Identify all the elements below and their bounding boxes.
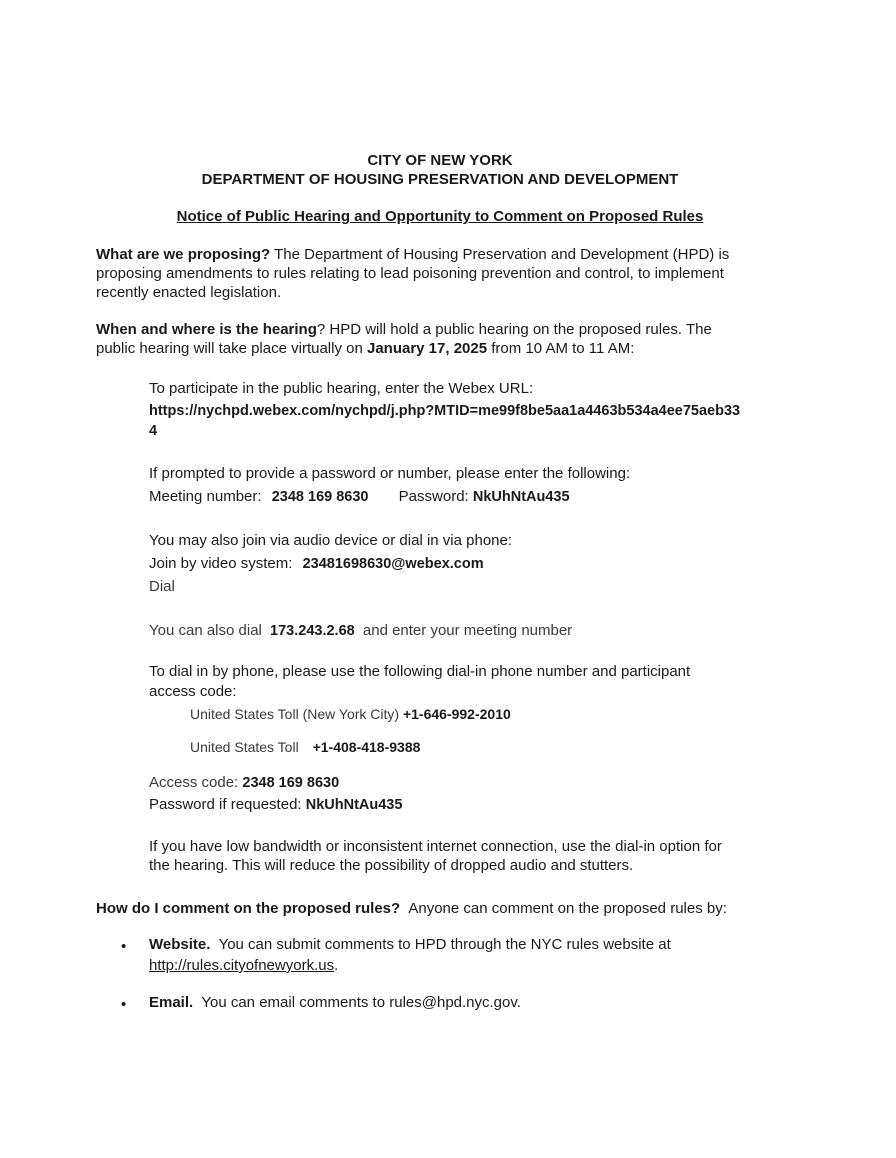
hearing-time: from 10 AM to 11 AM: bbox=[491, 340, 635, 357]
audio-intro: You may also join via audio device or dial in via phone: bbox=[149, 532, 513, 549]
phone-intro-line-1: To dial in by phone, please use the following dial-in phone number and participant bbox=[149, 663, 691, 680]
comment-line bbox=[96, 900, 727, 917]
webex-url-line-1[interactable]: https://nychpd.webex.com/nychpd/j.php?MTID=me99f8be5aa1a4463b534a4ee75aeb33 bbox=[149, 403, 741, 419]
us-toll-label: United States Toll bbox=[190, 739, 299, 755]
city-heading: CITY OF NEW YORK bbox=[367, 152, 513, 169]
video-system-line bbox=[149, 555, 484, 572]
comment-heading: How do I comment on the proposed rules? bbox=[96, 900, 401, 917]
hearing-line-2 bbox=[96, 340, 634, 357]
access-code-label: Access code: bbox=[149, 774, 239, 791]
also-dial-line bbox=[149, 622, 572, 639]
notice-title: Notice of Public Hearing and Opportunity to Comment on Proposed Rules bbox=[176, 208, 704, 225]
webex-url-line-2[interactable]: 4 bbox=[149, 423, 158, 439]
access-code-line bbox=[149, 774, 339, 791]
bandwidth-line-1: If you have low bandwidth or inconsistent internet connection, use the dial-in option for bbox=[149, 838, 722, 855]
meeting-number: 2348 169 8630 bbox=[271, 489, 369, 505]
hearing-heading: When and where is the hearing bbox=[96, 321, 317, 338]
email-text: You can email comments to rules@hpd.nyc.gov. bbox=[201, 994, 521, 1011]
proposing-text-1: The Department of Housing Preservation and Development (HPD) is bbox=[274, 246, 730, 263]
password-prompt: If prompted to provide a password or number, please enter the following: bbox=[149, 465, 631, 482]
password-value: NkUhNtAu435 bbox=[472, 489, 570, 505]
website-period: . bbox=[334, 957, 339, 974]
email-label: Email. bbox=[149, 994, 194, 1011]
website-link[interactable]: http://rules.cityofnewyork.us bbox=[149, 957, 335, 974]
password-requested-label: Password if requested: bbox=[149, 796, 302, 813]
nyc-toll-number: +1-646-992-2010 bbox=[402, 706, 511, 722]
proposing-line-1 bbox=[96, 246, 729, 263]
comment-text: Anyone can comment on the proposed rules by: bbox=[408, 900, 727, 917]
website-line-1 bbox=[149, 936, 671, 953]
bullet-email: • bbox=[121, 996, 127, 1013]
proposing-line-2: proposing amendments to rules relating to lead poisoning prevention and control, to implement bbox=[96, 265, 724, 282]
ip-address: 173.243.2.68 bbox=[270, 623, 355, 639]
website-text: You can submit comments to HPD through the NYC rules website at bbox=[218, 936, 671, 953]
access-code-value: 2348 169 8630 bbox=[242, 775, 340, 791]
nyc-toll-line bbox=[190, 706, 511, 722]
password-label: Password: bbox=[398, 488, 469, 505]
email-line bbox=[149, 994, 521, 1011]
also-dial-prefix: You can also dial bbox=[149, 622, 262, 639]
proposing-heading: What are we proposing? bbox=[96, 246, 271, 263]
website-line-2 bbox=[149, 957, 338, 974]
website-label: Website. bbox=[149, 936, 211, 953]
bandwidth-line-2: the hearing. This will reduce the possibility of dropped audio and stutters. bbox=[149, 857, 634, 874]
password-requested-value: NkUhNtAu435 bbox=[305, 797, 403, 813]
video-system-label: Join by video system: bbox=[149, 555, 293, 572]
nyc-toll-label: United States Toll (New York City) bbox=[190, 706, 400, 722]
bullet-website: • bbox=[121, 938, 127, 955]
password-requested-line bbox=[149, 796, 402, 813]
department-heading: DEPARTMENT OF HOUSING PRESERVATION AND DEVELOPMENT bbox=[201, 171, 679, 188]
us-toll-number: +1-408-418-9388 bbox=[312, 739, 421, 755]
proposing-line-3: recently enacted legislation. bbox=[96, 284, 282, 301]
meeting-number-label: Meeting number: bbox=[149, 488, 262, 505]
hearing-text-2: public hearing will take place virtually on bbox=[96, 340, 363, 357]
webex-intro: To participate in the public hearing, enter the Webex URL: bbox=[149, 380, 534, 397]
meeting-line bbox=[149, 488, 570, 505]
us-toll-line bbox=[190, 739, 420, 755]
hearing-line-1 bbox=[96, 321, 712, 338]
phone-intro-line-2: access code: bbox=[149, 683, 237, 700]
hearing-date: January 17, 2025 bbox=[366, 340, 488, 357]
hearing-text-1: ? HPD will hold a public hearing on the proposed rules. The bbox=[316, 321, 712, 338]
dial-label: Dial bbox=[149, 578, 175, 595]
also-dial-suffix: and enter your meeting number bbox=[362, 622, 573, 639]
video-system-address[interactable]: 23481698630@webex.com bbox=[302, 556, 484, 572]
